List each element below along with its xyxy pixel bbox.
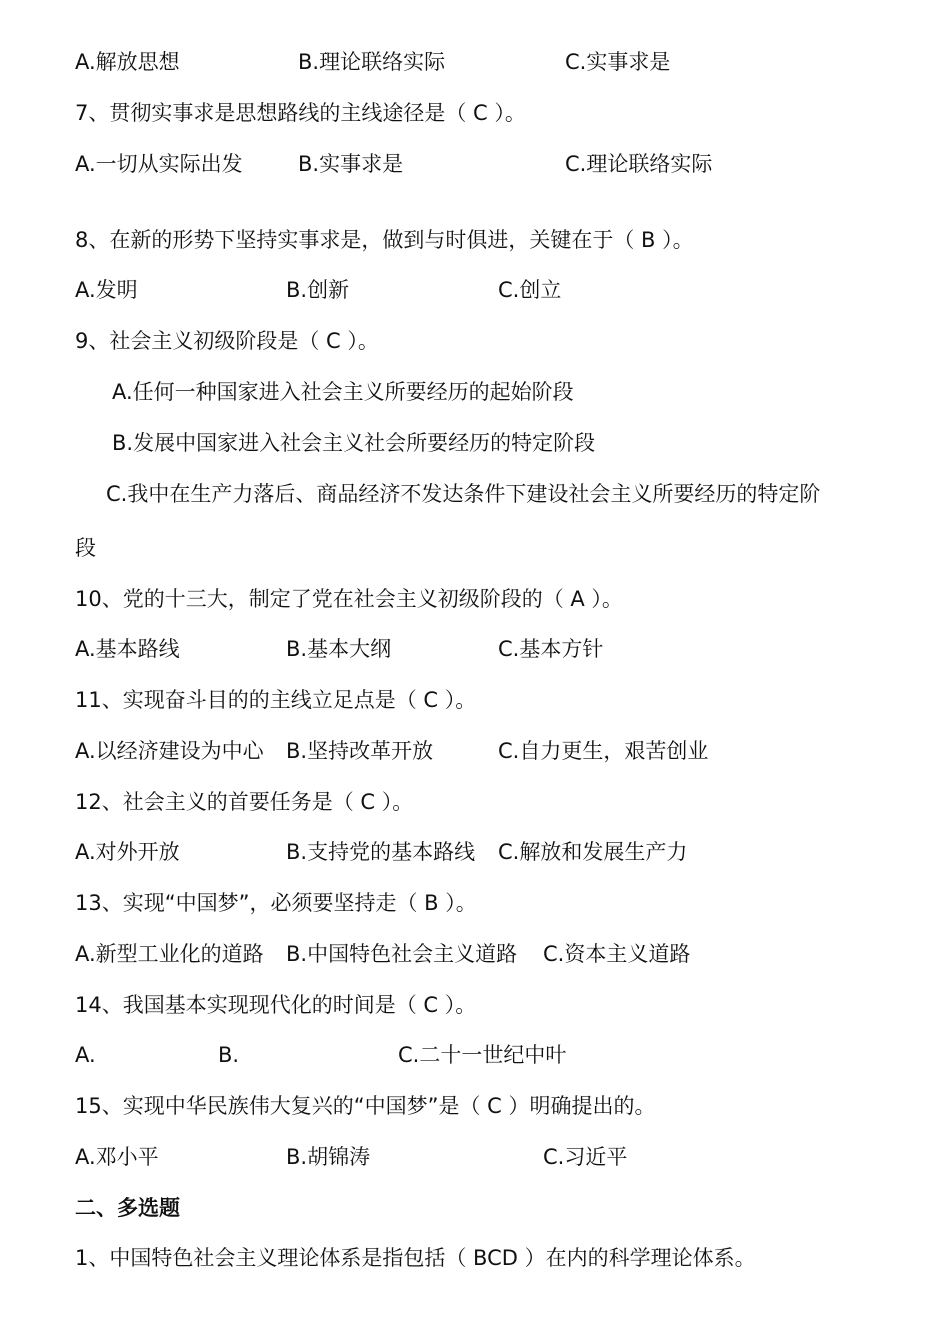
option-c: C.基本方针: [498, 637, 604, 661]
option-b: B.创新: [286, 278, 350, 302]
option-a: A.一切从实际出发: [75, 152, 243, 176]
option-b: B.支持党的基本路线: [286, 840, 476, 864]
option-b: B.中国特色社会主义道路: [286, 942, 518, 966]
option-c: C.二十一世纪中叶: [398, 1043, 567, 1067]
question-text: 7、贯彻实事求是思想路线的主线途径是（ C ）。: [75, 101, 526, 125]
option-a: A.发明: [75, 278, 138, 302]
option-b: B.胡锦涛: [286, 1145, 371, 1169]
option-text: A.任何一种国家进入社会主义所要经历的起始阶段: [112, 380, 574, 404]
option-c: C.实事求是: [565, 50, 671, 74]
option-c: C.创立: [498, 278, 562, 302]
option-a: A.以经济建设为中心: [75, 739, 264, 763]
question-text: 15、实现中华民族伟大复兴的“中国梦”是（ C ）明确提出的。: [75, 1094, 656, 1118]
option-a: A.新型工业化的道路: [75, 942, 264, 966]
option-b: B.理论联络实际: [298, 50, 446, 74]
question-text: 9、社会主义初级阶段是（ C ）。: [75, 329, 379, 353]
question-text: 8、在新的形势下坚持实事求是，做到与时俱进，关键在于（ B ）。: [75, 228, 694, 252]
option-b: B.实事求是: [298, 152, 404, 176]
option-a: A.邓小平: [75, 1145, 159, 1169]
option-c: C.资本主义道路: [543, 942, 691, 966]
option-b: B.基本大纲: [286, 637, 392, 661]
option-text: 段: [75, 536, 96, 560]
question-text: 10、党的十三大，制定了党在社会主义初级阶段的（ A ）。: [75, 587, 623, 611]
option-c: C.习近平: [543, 1145, 628, 1169]
option-text: C.我中在生产力落后、商品经济不发达条件下建设社会主义所要经历的特定阶: [106, 482, 821, 506]
question-text: 11、实现奋斗目的的主线立足点是（ C ）。: [75, 688, 477, 712]
option-c: C.解放和发展生产力: [498, 840, 688, 864]
option-c: C.自力更生，艰苦创业: [498, 739, 709, 763]
question-text: 1、中国特色社会主义理论体系是指包括（ BCD ）在内的科学理论体系。: [75, 1246, 756, 1270]
option-text: B.发展中国家进入社会主义社会所要经历的特定阶段: [112, 431, 596, 455]
option-a: A.解放思想: [75, 50, 180, 74]
option-b: B.: [218, 1043, 240, 1067]
question-text: 13、实现“中国梦”，必须要坚持走（ B ）。: [75, 891, 477, 915]
question-text: 14、我国基本实现现代化的时间是（ C ）。: [75, 993, 477, 1017]
option-a: A.对外开放: [75, 840, 180, 864]
option-a: A.基本路线: [75, 637, 180, 661]
option-c: C.理论联络实际: [565, 152, 713, 176]
option-a: A.: [75, 1043, 96, 1067]
question-text: 12、社会主义的首要任务是（ C ）。: [75, 790, 414, 814]
section-title: 二、多选题: [75, 1196, 180, 1220]
option-b: B.坚持改革开放: [286, 739, 434, 763]
